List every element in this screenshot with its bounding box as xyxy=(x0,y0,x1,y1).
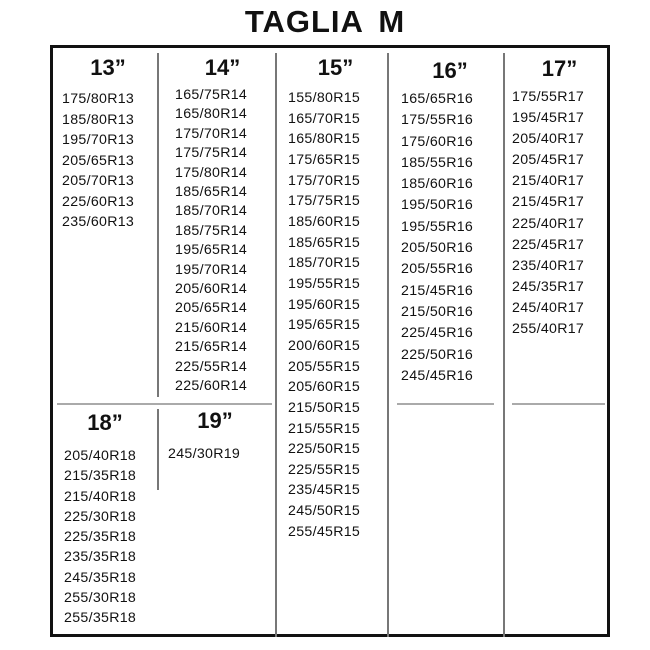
column-header: 17” xyxy=(541,56,578,81)
list-item: 205/65R14 xyxy=(175,300,248,317)
list-item: 185/65R14 xyxy=(175,184,248,201)
list-item: 165/70R15 xyxy=(288,110,361,127)
column-divider xyxy=(157,53,159,397)
size-list xyxy=(288,88,383,542)
list-item: 225/45R17 xyxy=(512,236,585,253)
list-item: 195/70R13 xyxy=(62,132,135,148)
row-divider xyxy=(57,403,272,405)
column-14-inch xyxy=(175,54,270,397)
list-item: 175/70R14 xyxy=(175,125,248,142)
list-item: 185/65R15 xyxy=(288,234,361,251)
list-item: 205/50R16 xyxy=(401,240,474,257)
list-item: 165/80R15 xyxy=(288,131,361,148)
page-title: TAGLIA M xyxy=(244,4,406,39)
column-19-inch xyxy=(168,407,268,464)
column-divider xyxy=(157,409,159,490)
list-item: 205/55R15 xyxy=(288,358,361,375)
list-item: 225/60R14 xyxy=(175,378,248,395)
size-list xyxy=(168,444,268,464)
list-item: 185/60R16 xyxy=(401,176,474,193)
list-item: 215/35R18 xyxy=(64,468,137,485)
list-item: 155/80R15 xyxy=(288,90,361,106)
list-item: 215/40R17 xyxy=(512,173,585,190)
size-list xyxy=(64,446,154,629)
list-item: 195/55R15 xyxy=(288,275,361,292)
column-header: 19” xyxy=(197,408,233,433)
size-list xyxy=(62,89,154,233)
list-item: 225/35R18 xyxy=(64,529,137,546)
list-item: 175/60R16 xyxy=(401,133,474,150)
list-item: 185/60R15 xyxy=(288,213,361,230)
list-item: 225/30R18 xyxy=(64,508,137,525)
column-header: 13” xyxy=(90,55,126,80)
row-divider xyxy=(512,403,605,405)
list-item: 175/80R14 xyxy=(175,164,248,181)
column-15-inch xyxy=(288,54,383,542)
column-header: 15” xyxy=(317,55,354,80)
list-item: 195/45R17 xyxy=(512,110,585,127)
list-item: 200/60R15 xyxy=(288,337,361,354)
list-item: 225/50R15 xyxy=(288,441,361,458)
column-divider xyxy=(503,53,505,637)
list-item: 215/45R16 xyxy=(401,282,474,299)
row-divider xyxy=(397,403,494,405)
list-item: 185/55R16 xyxy=(401,154,474,171)
list-item: 165/80R14 xyxy=(175,106,248,123)
list-item: 215/50R15 xyxy=(288,399,361,416)
list-item: 165/75R14 xyxy=(175,87,248,103)
list-item: 165/65R16 xyxy=(401,91,474,107)
list-item: 195/60R15 xyxy=(288,296,361,313)
list-item: 225/55R15 xyxy=(288,461,361,478)
list-item: 175/65R15 xyxy=(288,151,361,168)
list-item: 225/45R16 xyxy=(401,325,474,342)
column-17-inch xyxy=(512,55,607,340)
list-item: 195/65R15 xyxy=(288,317,361,334)
list-item: 235/40R17 xyxy=(512,257,585,274)
list-item: 195/55R16 xyxy=(401,218,474,235)
list-item: 185/80R13 xyxy=(62,111,135,128)
list-item: 215/50R16 xyxy=(401,303,474,320)
list-item: 205/55R16 xyxy=(401,261,474,278)
list-item: 205/45R17 xyxy=(512,152,585,169)
list-item: 215/45R17 xyxy=(512,194,585,211)
list-item: 225/40R17 xyxy=(512,215,585,232)
size-list xyxy=(512,87,607,340)
list-item: 215/55R15 xyxy=(288,420,361,437)
column-13-inch xyxy=(62,54,154,233)
column-16-inch xyxy=(401,57,499,387)
list-item: 175/75R14 xyxy=(175,145,248,162)
list-item: 175/55R16 xyxy=(401,112,474,129)
column-header: 14” xyxy=(204,55,241,80)
list-item: 175/75R15 xyxy=(288,193,361,210)
list-item: 225/60R13 xyxy=(62,193,135,210)
column-divider xyxy=(387,53,389,637)
list-item: 205/60R15 xyxy=(288,379,361,396)
list-item: 245/30R19 xyxy=(168,446,241,462)
list-item: 245/50R15 xyxy=(288,503,361,520)
list-item: 205/40R18 xyxy=(64,448,137,464)
list-item: 225/55R14 xyxy=(175,358,248,375)
list-item: 185/75R14 xyxy=(175,222,248,239)
list-item: 245/35R17 xyxy=(512,278,585,295)
column-header: 18” xyxy=(87,410,123,435)
list-item: 245/40R17 xyxy=(512,299,585,316)
list-item: 235/35R18 xyxy=(64,549,137,566)
list-item: 235/45R15 xyxy=(288,482,361,499)
list-item: 205/65R13 xyxy=(62,152,135,169)
column-divider xyxy=(275,53,277,637)
list-item: 205/60R14 xyxy=(175,281,248,298)
list-item: 215/40R18 xyxy=(64,488,137,505)
list-item: 245/35R18 xyxy=(64,569,137,586)
list-item: 245/45R16 xyxy=(401,367,474,384)
list-item: 255/30R18 xyxy=(64,590,137,607)
list-item: 185/70R14 xyxy=(175,203,248,220)
list-item: 185/70R15 xyxy=(288,255,361,272)
list-item: 255/35R18 xyxy=(64,610,137,627)
list-item: 255/45R15 xyxy=(288,523,361,540)
size-list xyxy=(401,89,499,387)
list-item: 235/60R13 xyxy=(62,214,135,230)
column-18-inch xyxy=(64,409,154,629)
list-item: 225/50R16 xyxy=(401,346,474,363)
list-item: 215/65R14 xyxy=(175,339,248,356)
list-item: 205/70R13 xyxy=(62,173,135,189)
column-header: 16” xyxy=(432,58,468,83)
list-item: 175/55R17 xyxy=(512,89,585,105)
list-item: 175/80R13 xyxy=(62,91,135,107)
list-item: 205/40R17 xyxy=(512,131,585,148)
list-item: 195/65R14 xyxy=(175,242,248,259)
list-item: 255/40R17 xyxy=(512,321,585,338)
list-item: 195/70R14 xyxy=(175,261,248,278)
list-item: 175/70R15 xyxy=(288,172,361,189)
list-item: 195/50R16 xyxy=(401,197,474,214)
list-item: 215/60R14 xyxy=(175,319,248,336)
size-list xyxy=(175,86,270,397)
